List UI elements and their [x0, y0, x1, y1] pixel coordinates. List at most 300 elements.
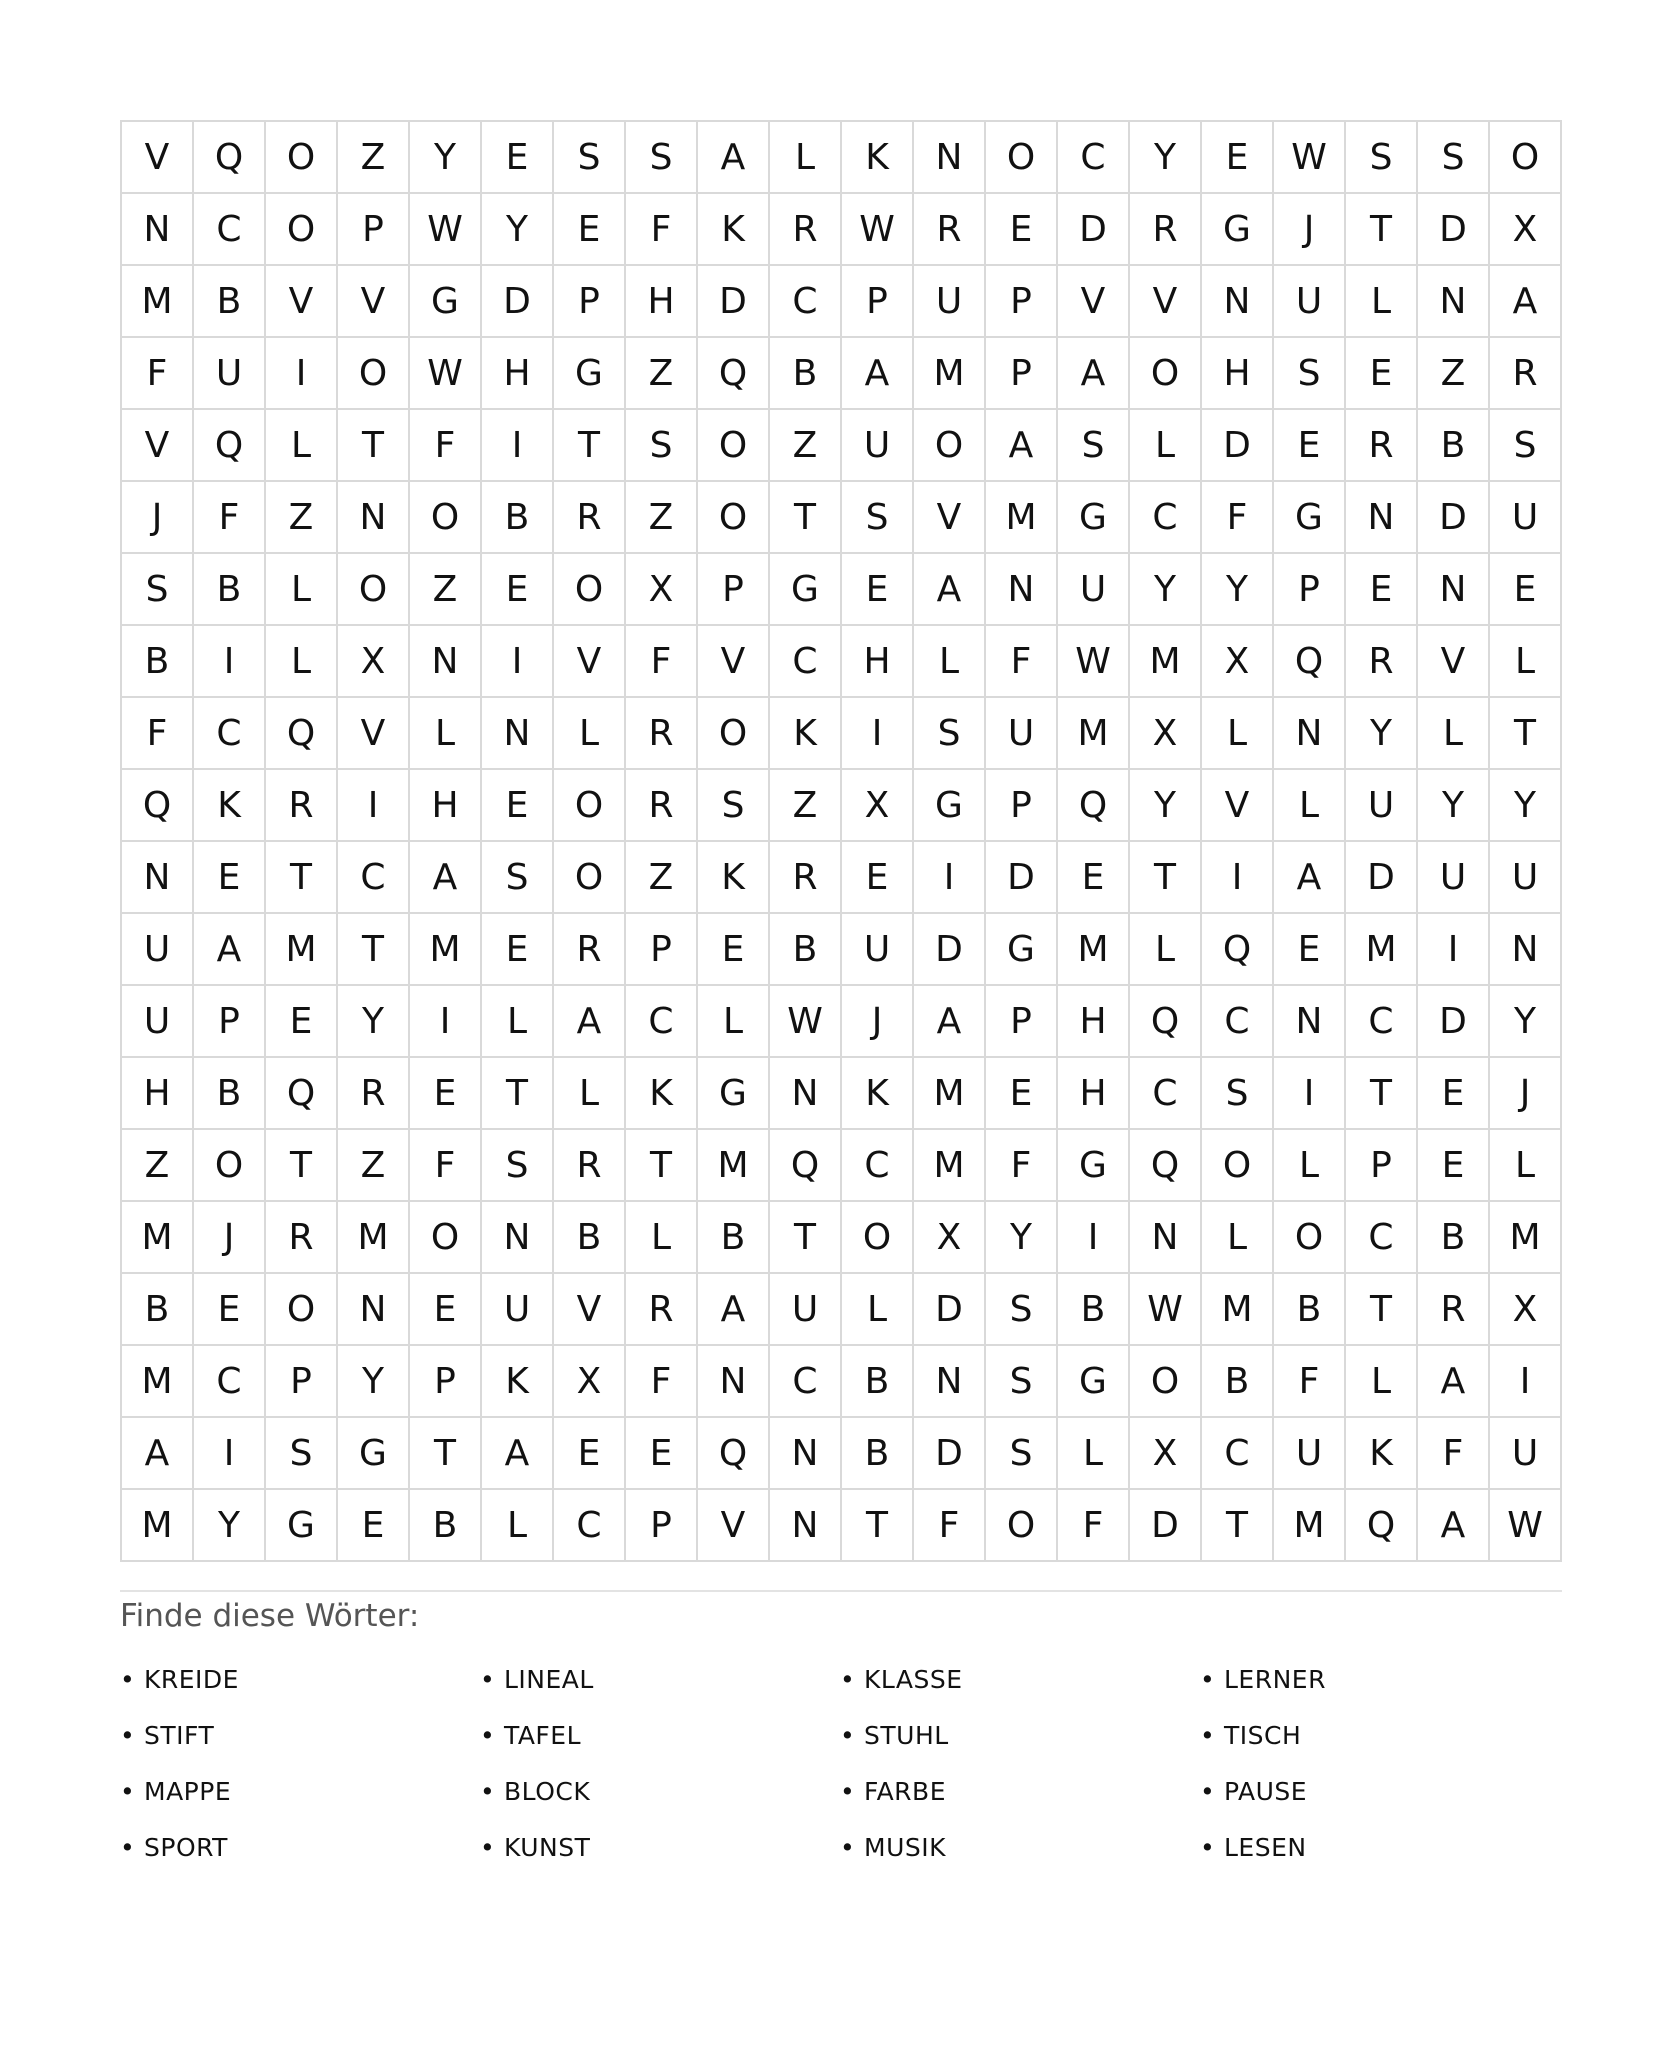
grid-cell[interactable]: U — [1490, 1418, 1562, 1490]
grid-cell[interactable]: M — [698, 1130, 770, 1202]
grid-cell[interactable]: Z — [338, 1130, 410, 1202]
grid-cell[interactable]: K — [1346, 1418, 1418, 1490]
grid-cell[interactable]: A — [1274, 842, 1346, 914]
grid-cell[interactable]: V — [1418, 626, 1490, 698]
grid-cell[interactable]: N — [698, 1346, 770, 1418]
grid-cell[interactable]: W — [1274, 122, 1346, 194]
grid-cell[interactable]: V — [1202, 770, 1274, 842]
grid-cell[interactable]: A — [986, 410, 1058, 482]
grid-cell[interactable]: U — [1274, 266, 1346, 338]
grid-cell[interactable]: A — [122, 1418, 194, 1490]
grid-cell[interactable]: E — [482, 554, 554, 626]
grid-cell[interactable]: B — [842, 1346, 914, 1418]
grid-cell[interactable]: I — [338, 770, 410, 842]
grid-cell[interactable]: B — [1418, 1202, 1490, 1274]
grid-cell[interactable]: D — [1418, 482, 1490, 554]
grid-cell[interactable]: S — [986, 1418, 1058, 1490]
grid-cell[interactable]: O — [410, 1202, 482, 1274]
grid-cell[interactable]: W — [1058, 626, 1130, 698]
grid-cell[interactable]: W — [410, 194, 482, 266]
grid-cell[interactable]: V — [122, 410, 194, 482]
grid-cell[interactable]: K — [770, 698, 842, 770]
grid-cell[interactable]: B — [194, 266, 266, 338]
grid-cell[interactable]: L — [1130, 410, 1202, 482]
grid-cell[interactable]: E — [698, 914, 770, 986]
grid-cell[interactable]: R — [1346, 410, 1418, 482]
grid-cell[interactable]: L — [1202, 1202, 1274, 1274]
grid-cell[interactable]: X — [914, 1202, 986, 1274]
grid-cell[interactable]: O — [1202, 1130, 1274, 1202]
grid-cell[interactable]: O — [266, 194, 338, 266]
grid-cell[interactable]: N — [338, 482, 410, 554]
grid-cell[interactable]: T — [266, 1130, 338, 1202]
grid-cell[interactable]: Y — [194, 1490, 266, 1562]
grid-cell[interactable]: N — [914, 122, 986, 194]
grid-cell[interactable]: L — [1274, 1130, 1346, 1202]
grid-cell[interactable]: L — [554, 1058, 626, 1130]
grid-cell[interactable]: L — [266, 626, 338, 698]
grid-cell[interactable]: M — [122, 1346, 194, 1418]
grid-cell[interactable]: L — [410, 698, 482, 770]
grid-cell[interactable]: D — [1418, 194, 1490, 266]
grid-cell[interactable]: L — [1418, 698, 1490, 770]
grid-cell[interactable]: B — [482, 482, 554, 554]
grid-cell[interactable]: Q — [698, 1418, 770, 1490]
grid-cell[interactable]: E — [1058, 842, 1130, 914]
grid-cell[interactable]: M — [1058, 914, 1130, 986]
grid-cell[interactable]: I — [1058, 1202, 1130, 1274]
grid-cell[interactable]: A — [410, 842, 482, 914]
grid-cell[interactable]: P — [194, 986, 266, 1058]
grid-cell[interactable]: D — [914, 1274, 986, 1346]
grid-cell[interactable]: N — [122, 842, 194, 914]
grid-cell[interactable]: P — [410, 1346, 482, 1418]
grid-cell[interactable]: U — [1490, 842, 1562, 914]
grid-cell[interactable]: P — [986, 338, 1058, 410]
grid-cell[interactable]: S — [914, 698, 986, 770]
grid-cell[interactable]: Q — [1346, 1490, 1418, 1562]
grid-cell[interactable]: E — [194, 1274, 266, 1346]
grid-cell[interactable]: E — [986, 194, 1058, 266]
grid-cell[interactable]: E — [1274, 410, 1346, 482]
grid-cell[interactable]: E — [410, 1274, 482, 1346]
grid-cell[interactable]: G — [1058, 482, 1130, 554]
grid-cell[interactable]: T — [410, 1418, 482, 1490]
grid-cell[interactable]: A — [1418, 1346, 1490, 1418]
grid-cell[interactable]: E — [482, 122, 554, 194]
grid-cell[interactable]: E — [1274, 914, 1346, 986]
grid-cell[interactable]: I — [1418, 914, 1490, 986]
grid-cell[interactable]: F — [122, 698, 194, 770]
grid-cell[interactable]: Q — [266, 1058, 338, 1130]
grid-cell[interactable]: Q — [194, 410, 266, 482]
grid-cell[interactable]: N — [1418, 554, 1490, 626]
grid-cell[interactable]: N — [770, 1418, 842, 1490]
grid-cell[interactable]: M — [986, 482, 1058, 554]
grid-cell[interactable]: E — [1418, 1058, 1490, 1130]
grid-cell[interactable]: Z — [266, 482, 338, 554]
grid-cell[interactable]: R — [1346, 626, 1418, 698]
grid-cell[interactable]: P — [986, 266, 1058, 338]
grid-cell[interactable]: U — [1274, 1418, 1346, 1490]
grid-cell[interactable]: E — [1490, 554, 1562, 626]
grid-cell[interactable]: M — [1274, 1490, 1346, 1562]
grid-cell[interactable]: S — [986, 1346, 1058, 1418]
grid-cell[interactable]: B — [1202, 1346, 1274, 1418]
grid-cell[interactable]: F — [914, 1490, 986, 1562]
grid-cell[interactable]: C — [338, 842, 410, 914]
grid-cell[interactable]: A — [698, 1274, 770, 1346]
grid-cell[interactable]: U — [1490, 482, 1562, 554]
grid-cell[interactable]: C — [194, 1346, 266, 1418]
grid-cell[interactable]: D — [698, 266, 770, 338]
grid-cell[interactable]: M — [914, 1058, 986, 1130]
grid-cell[interactable]: C — [770, 266, 842, 338]
grid-cell[interactable]: T — [770, 482, 842, 554]
grid-cell[interactable]: P — [266, 1346, 338, 1418]
grid-cell[interactable]: P — [554, 266, 626, 338]
grid-cell[interactable]: Y — [1202, 554, 1274, 626]
grid-cell[interactable]: I — [914, 842, 986, 914]
grid-cell[interactable]: A — [1058, 338, 1130, 410]
grid-cell[interactable]: R — [626, 770, 698, 842]
grid-cell[interactable]: G — [338, 1418, 410, 1490]
grid-cell[interactable]: D — [914, 1418, 986, 1490]
grid-cell[interactable]: L — [1490, 626, 1562, 698]
grid-cell[interactable]: G — [554, 338, 626, 410]
grid-cell[interactable]: C — [770, 1346, 842, 1418]
grid-cell[interactable]: E — [842, 842, 914, 914]
grid-cell[interactable]: R — [770, 842, 842, 914]
grid-cell[interactable]: Z — [770, 770, 842, 842]
grid-cell[interactable]: H — [1058, 986, 1130, 1058]
grid-cell[interactable]: R — [626, 1274, 698, 1346]
grid-cell[interactable]: V — [1058, 266, 1130, 338]
grid-cell[interactable]: M — [1058, 698, 1130, 770]
grid-cell[interactable]: X — [1130, 698, 1202, 770]
grid-cell[interactable]: U — [842, 914, 914, 986]
grid-cell[interactable]: R — [1490, 338, 1562, 410]
grid-cell[interactable]: S — [842, 482, 914, 554]
grid-cell[interactable]: C — [194, 698, 266, 770]
grid-cell[interactable]: V — [266, 266, 338, 338]
grid-cell[interactable]: R — [770, 194, 842, 266]
grid-cell[interactable]: M — [914, 1130, 986, 1202]
grid-cell[interactable]: K — [842, 122, 914, 194]
grid-cell[interactable]: C — [1202, 986, 1274, 1058]
grid-cell[interactable]: A — [842, 338, 914, 410]
grid-cell[interactable]: N — [482, 698, 554, 770]
grid-cell[interactable]: J — [122, 482, 194, 554]
grid-cell[interactable]: U — [1058, 554, 1130, 626]
grid-cell[interactable]: R — [554, 1130, 626, 1202]
grid-cell[interactable]: W — [410, 338, 482, 410]
grid-cell[interactable]: O — [914, 410, 986, 482]
grid-cell[interactable]: A — [554, 986, 626, 1058]
grid-cell[interactable]: H — [626, 266, 698, 338]
grid-cell[interactable]: N — [122, 194, 194, 266]
grid-cell[interactable]: M — [122, 266, 194, 338]
grid-cell[interactable]: E — [554, 1418, 626, 1490]
grid-cell[interactable]: U — [914, 266, 986, 338]
grid-cell[interactable]: O — [842, 1202, 914, 1274]
grid-cell[interactable]: B — [410, 1490, 482, 1562]
grid-cell[interactable]: V — [554, 1274, 626, 1346]
grid-cell[interactable]: B — [770, 914, 842, 986]
grid-cell[interactable]: B — [1274, 1274, 1346, 1346]
grid-cell[interactable]: R — [914, 194, 986, 266]
grid-cell[interactable]: I — [410, 986, 482, 1058]
grid-cell[interactable]: B — [842, 1418, 914, 1490]
grid-cell[interactable]: I — [482, 626, 554, 698]
grid-cell[interactable]: S — [554, 122, 626, 194]
grid-cell[interactable]: V — [338, 698, 410, 770]
grid-cell[interactable]: S — [698, 770, 770, 842]
grid-cell[interactable]: M — [122, 1202, 194, 1274]
grid-cell[interactable]: O — [986, 1490, 1058, 1562]
grid-cell[interactable]: S — [1490, 410, 1562, 482]
grid-cell[interactable]: P — [986, 986, 1058, 1058]
grid-cell[interactable]: E — [1346, 554, 1418, 626]
grid-cell[interactable]: L — [1346, 266, 1418, 338]
grid-cell[interactable]: M — [266, 914, 338, 986]
grid-cell[interactable]: D — [1130, 1490, 1202, 1562]
grid-cell[interactable]: F — [410, 410, 482, 482]
grid-cell[interactable]: O — [1274, 1202, 1346, 1274]
grid-cell[interactable]: A — [1418, 1490, 1490, 1562]
grid-cell[interactable]: U — [770, 1274, 842, 1346]
grid-cell[interactable]: T — [1346, 1274, 1418, 1346]
grid-cell[interactable]: K — [626, 1058, 698, 1130]
grid-cell[interactable]: G — [410, 266, 482, 338]
grid-cell[interactable]: X — [1130, 1418, 1202, 1490]
grid-cell[interactable]: A — [1490, 266, 1562, 338]
grid-cell[interactable]: R — [1418, 1274, 1490, 1346]
grid-cell[interactable]: C — [1202, 1418, 1274, 1490]
grid-cell[interactable]: Z — [626, 482, 698, 554]
grid-cell[interactable]: B — [122, 1274, 194, 1346]
grid-cell[interactable]: E — [554, 194, 626, 266]
grid-cell[interactable]: W — [842, 194, 914, 266]
grid-cell[interactable]: L — [698, 986, 770, 1058]
grid-cell[interactable]: G — [770, 554, 842, 626]
grid-cell[interactable]: V — [914, 482, 986, 554]
grid-cell[interactable]: L — [266, 554, 338, 626]
grid-cell[interactable]: B — [194, 1058, 266, 1130]
grid-cell[interactable]: Q — [1130, 1130, 1202, 1202]
grid-cell[interactable]: I — [1490, 1346, 1562, 1418]
grid-cell[interactable]: K — [698, 194, 770, 266]
grid-cell[interactable]: G — [1058, 1346, 1130, 1418]
grid-cell[interactable]: F — [122, 338, 194, 410]
grid-cell[interactable]: Y — [338, 986, 410, 1058]
grid-cell[interactable]: P — [1274, 554, 1346, 626]
grid-cell[interactable]: R — [1130, 194, 1202, 266]
grid-cell[interactable]: G — [1202, 194, 1274, 266]
grid-cell[interactable]: F — [1418, 1418, 1490, 1490]
grid-cell[interactable]: C — [554, 1490, 626, 1562]
grid-cell[interactable]: Q — [1274, 626, 1346, 698]
grid-cell[interactable]: O — [554, 770, 626, 842]
grid-cell[interactable]: K — [482, 1346, 554, 1418]
grid-cell[interactable]: P — [1346, 1130, 1418, 1202]
grid-cell[interactable]: L — [1274, 770, 1346, 842]
grid-cell[interactable]: C — [1130, 482, 1202, 554]
grid-cell[interactable]: O — [266, 122, 338, 194]
grid-cell[interactable]: M — [410, 914, 482, 986]
grid-cell[interactable]: S — [1346, 122, 1418, 194]
grid-cell[interactable]: J — [842, 986, 914, 1058]
grid-cell[interactable]: O — [194, 1130, 266, 1202]
grid-cell[interactable]: T — [842, 1490, 914, 1562]
grid-cell[interactable]: J — [1274, 194, 1346, 266]
grid-cell[interactable]: F — [1058, 1490, 1130, 1562]
grid-cell[interactable]: V — [122, 122, 194, 194]
grid-cell[interactable]: F — [1202, 482, 1274, 554]
grid-cell[interactable]: K — [842, 1058, 914, 1130]
grid-cell[interactable]: I — [842, 698, 914, 770]
grid-cell[interactable]: E — [194, 842, 266, 914]
grid-cell[interactable]: L — [1058, 1418, 1130, 1490]
grid-cell[interactable]: X — [842, 770, 914, 842]
grid-cell[interactable]: Q — [122, 770, 194, 842]
grid-cell[interactable]: I — [194, 1418, 266, 1490]
grid-cell[interactable]: Y — [1490, 986, 1562, 1058]
grid-cell[interactable]: V — [338, 266, 410, 338]
grid-cell[interactable]: S — [482, 1130, 554, 1202]
grid-cell[interactable]: D — [482, 266, 554, 338]
grid-cell[interactable]: A — [914, 986, 986, 1058]
grid-cell[interactable]: D — [1346, 842, 1418, 914]
grid-cell[interactable]: N — [770, 1490, 842, 1562]
grid-cell[interactable]: Y — [986, 1202, 1058, 1274]
grid-cell[interactable]: Q — [266, 698, 338, 770]
grid-cell[interactable]: L — [914, 626, 986, 698]
grid-cell[interactable]: S — [266, 1418, 338, 1490]
grid-cell[interactable]: G — [698, 1058, 770, 1130]
grid-cell[interactable]: Z — [122, 1130, 194, 1202]
grid-cell[interactable]: S — [626, 410, 698, 482]
grid-cell[interactable]: B — [1058, 1274, 1130, 1346]
grid-cell[interactable]: X — [626, 554, 698, 626]
grid-cell[interactable]: W — [770, 986, 842, 1058]
grid-cell[interactable]: N — [1130, 1202, 1202, 1274]
grid-cell[interactable]: N — [1418, 266, 1490, 338]
grid-cell[interactable]: E — [482, 770, 554, 842]
grid-cell[interactable]: L — [842, 1274, 914, 1346]
grid-cell[interactable]: I — [1202, 842, 1274, 914]
grid-cell[interactable]: S — [482, 842, 554, 914]
grid-cell[interactable]: C — [1346, 1202, 1418, 1274]
grid-cell[interactable]: Y — [1130, 770, 1202, 842]
grid-cell[interactable]: V — [698, 626, 770, 698]
grid-cell[interactable]: O — [554, 554, 626, 626]
grid-cell[interactable]: N — [1274, 698, 1346, 770]
grid-cell[interactable]: C — [1130, 1058, 1202, 1130]
grid-cell[interactable]: O — [410, 482, 482, 554]
grid-cell[interactable]: N — [1202, 266, 1274, 338]
grid-cell[interactable]: C — [1346, 986, 1418, 1058]
grid-cell[interactable]: I — [266, 338, 338, 410]
grid-cell[interactable]: I — [194, 626, 266, 698]
grid-cell[interactable]: Y — [1130, 122, 1202, 194]
grid-cell[interactable]: U — [194, 338, 266, 410]
grid-cell[interactable]: E — [842, 554, 914, 626]
grid-cell[interactable]: O — [338, 338, 410, 410]
grid-cell[interactable]: F — [626, 626, 698, 698]
grid-cell[interactable]: Y — [338, 1346, 410, 1418]
grid-cell[interactable]: C — [626, 986, 698, 1058]
grid-cell[interactable]: P — [626, 1490, 698, 1562]
grid-cell[interactable]: L — [1130, 914, 1202, 986]
grid-cell[interactable]: Y — [1130, 554, 1202, 626]
grid-cell[interactable]: L — [266, 410, 338, 482]
grid-cell[interactable]: H — [842, 626, 914, 698]
grid-cell[interactable]: O — [1490, 122, 1562, 194]
grid-cell[interactable]: O — [554, 842, 626, 914]
grid-cell[interactable]: R — [266, 770, 338, 842]
grid-cell[interactable]: Q — [698, 338, 770, 410]
grid-cell[interactable]: Y — [1418, 770, 1490, 842]
grid-cell[interactable]: L — [482, 986, 554, 1058]
grid-cell[interactable]: L — [482, 1490, 554, 1562]
grid-cell[interactable]: N — [482, 1202, 554, 1274]
grid-cell[interactable]: F — [194, 482, 266, 554]
grid-cell[interactable]: J — [1490, 1058, 1562, 1130]
grid-cell[interactable]: B — [554, 1202, 626, 1274]
grid-cell[interactable]: G — [914, 770, 986, 842]
grid-cell[interactable]: O — [1130, 338, 1202, 410]
grid-cell[interactable]: L — [1202, 698, 1274, 770]
grid-cell[interactable]: B — [194, 554, 266, 626]
grid-cell[interactable]: H — [482, 338, 554, 410]
grid-cell[interactable]: E — [1346, 338, 1418, 410]
grid-cell[interactable]: X — [1490, 1274, 1562, 1346]
grid-cell[interactable]: Z — [410, 554, 482, 626]
grid-cell[interactable]: A — [194, 914, 266, 986]
grid-cell[interactable]: T — [1202, 1490, 1274, 1562]
grid-cell[interactable]: D — [986, 842, 1058, 914]
grid-cell[interactable]: U — [1346, 770, 1418, 842]
grid-cell[interactable]: N — [1490, 914, 1562, 986]
grid-cell[interactable]: F — [626, 194, 698, 266]
grid-cell[interactable]: G — [266, 1490, 338, 1562]
grid-cell[interactable]: U — [842, 410, 914, 482]
grid-cell[interactable]: S — [1058, 410, 1130, 482]
grid-cell[interactable]: D — [1202, 410, 1274, 482]
grid-cell[interactable]: N — [1346, 482, 1418, 554]
grid-cell[interactable]: D — [914, 914, 986, 986]
grid-cell[interactable]: C — [770, 626, 842, 698]
grid-cell[interactable]: R — [554, 914, 626, 986]
grid-cell[interactable]: S — [1274, 338, 1346, 410]
grid-cell[interactable]: V — [554, 626, 626, 698]
grid-cell[interactable]: C — [194, 194, 266, 266]
grid-cell[interactable]: E — [482, 914, 554, 986]
grid-cell[interactable]: H — [1202, 338, 1274, 410]
grid-cell[interactable]: S — [122, 554, 194, 626]
grid-cell[interactable]: X — [1202, 626, 1274, 698]
grid-cell[interactable]: Q — [770, 1130, 842, 1202]
grid-cell[interactable]: W — [1490, 1490, 1562, 1562]
grid-cell[interactable]: S — [626, 122, 698, 194]
grid-cell[interactable]: N — [770, 1058, 842, 1130]
grid-cell[interactable]: S — [986, 1274, 1058, 1346]
grid-cell[interactable]: Y — [1346, 698, 1418, 770]
grid-cell[interactable]: O — [698, 482, 770, 554]
grid-cell[interactable]: T — [626, 1130, 698, 1202]
grid-cell[interactable]: W — [1130, 1274, 1202, 1346]
